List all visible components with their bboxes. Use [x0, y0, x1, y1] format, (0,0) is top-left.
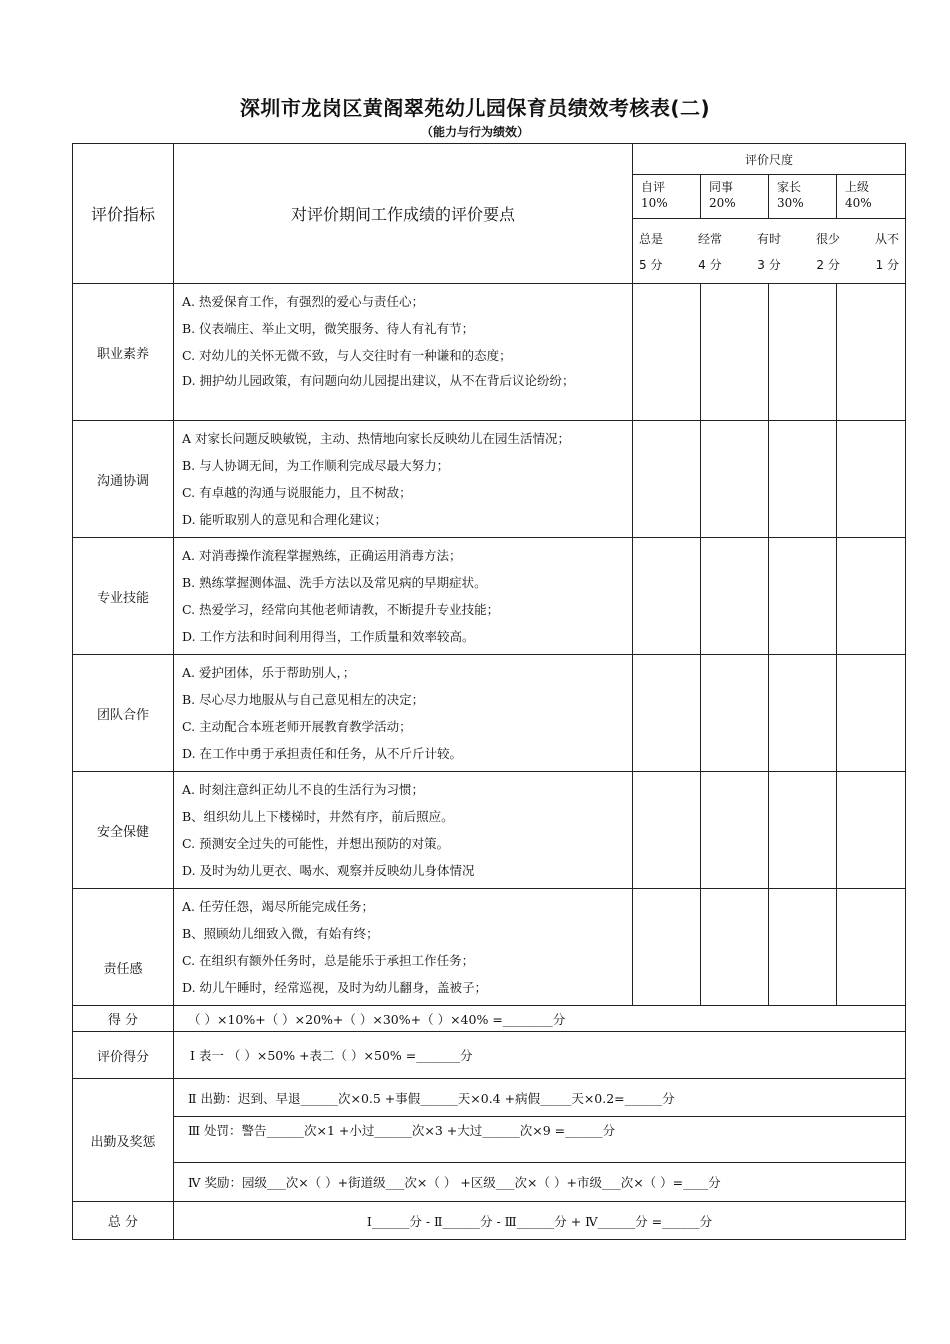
indicator-label: 职业素养: [73, 284, 174, 421]
score-cell-self[interactable]: [633, 421, 701, 538]
score-cell-parent[interactable]: [769, 772, 837, 889]
score-cell-superior[interactable]: [837, 772, 906, 889]
score-row: [73, 1006, 906, 1032]
eval-score-row: [73, 1032, 906, 1079]
freq-rarely: 很少: [816, 231, 841, 246]
score-cell-superior[interactable]: [837, 421, 906, 538]
freq-always: 总是: [639, 231, 664, 246]
weight-colleague: 同事 20%: [701, 175, 769, 219]
score-4: 4 分: [698, 257, 722, 272]
evaluation-points: A. 对消毒操作流程掌握熟练，正确运用消毒方法； B. 熟练掌握测体温、洗手方法以及常见病的早期症状。 C. 热爱学习，经常向其他老师请教，不断提升专业技能； D. 工作方法和时间利用得当，工作质量和效率较高。: [174, 538, 633, 655]
header-indicator: 评价指标: [73, 144, 174, 284]
score-2: 2 分: [816, 257, 840, 272]
score-1: 1 分: [875, 257, 900, 272]
score-cell-colleague[interactable]: [701, 655, 769, 772]
attendance-row: [73, 1079, 906, 1117]
score-cell-parent[interactable]: [769, 655, 837, 772]
table-row: [73, 889, 906, 1006]
indicator-label: 责任感: [73, 889, 174, 1006]
reward-row: [73, 1163, 906, 1202]
score-cell-self[interactable]: [633, 655, 701, 772]
evaluation-points: A. 任劳任怨，竭尽所能完成任务； B、照顾幼儿细致入微，有始有终； C. 在组织有额外任务时，总是能乐于承担工作任务； D. 幼儿午睡时，经常巡视，及时为幼儿翻身，盖被子；: [174, 889, 633, 1006]
freq-never: 从不: [875, 231, 900, 246]
indicator-label: 沟通协调: [73, 421, 174, 538]
weight-parent: 家长 30%: [769, 175, 837, 219]
score-cell-superior[interactable]: [837, 889, 906, 1006]
indicator-label: 团队合作: [73, 655, 174, 772]
attendance-label: 出勤及奖惩: [73, 1079, 174, 1202]
assessment-table: [72, 143, 906, 1240]
evaluation-points: A. 热爱保育工作，有强烈的爱心与责任心； B. 仪表端庄、举止文明，微笑服务、待人有礼有节； C. 对幼儿的关怀无微不致，与人交往时有一种谦和的态度； D. 拥护幼儿园政策，有问题向幼儿园提出建议，从不在背后议论纷纷；: [174, 284, 633, 421]
penalty-row: [73, 1117, 906, 1163]
score-5: 5 分: [639, 257, 663, 272]
score-3: 3 分: [757, 257, 781, 272]
indicator-label: 安全保健: [73, 772, 174, 889]
score-label: 得 分: [73, 1006, 174, 1032]
score-cell-parent[interactable]: [769, 538, 837, 655]
eval-score-formula[interactable]: Ⅰ 表一 （ ）×50% +表二（ ）×50% =_______分: [174, 1032, 906, 1079]
header-scale-title: 评价尺度: [633, 144, 906, 175]
score-cell-parent[interactable]: [769, 889, 837, 1006]
page-title: 深圳市龙岗区黄阁翠苑幼儿园保育员绩效考核表(二): [239, 96, 711, 120]
score-cell-colleague[interactable]: [701, 538, 769, 655]
header-points: 对评价期间工作成绩的评价要点: [174, 144, 633, 284]
table-row: [73, 538, 906, 655]
evaluation-points: A. 爱护团体，乐于帮助别人，； B. 尽心尽力地服从与自己意见相左的决定； C. 主动配合本班老师开展教育教学活动； D. 在工作中勇于承担责任和任务，从不斤斤计较。: [174, 655, 633, 772]
score-cell-superior[interactable]: [837, 538, 906, 655]
indicator-label: 专业技能: [73, 538, 174, 655]
score-cell-superior[interactable]: [837, 284, 906, 421]
eval-score-label: 评价得分: [73, 1032, 174, 1079]
weight-self: 自评 10%: [633, 175, 701, 219]
evaluation-points: A. 时刻注意纠正幼儿不良的生活行为习惯； B、组织幼儿上下楼梯时，井然有序，前后照应。 C. 预测安全过失的可能性，并想出预防的对策。 D. 及时为幼儿更衣、喝水、观察并反映幼儿身体情况: [174, 772, 633, 889]
score-cell-colleague[interactable]: [701, 284, 769, 421]
score-cell-self[interactable]: [633, 538, 701, 655]
score-cell-colleague[interactable]: [701, 772, 769, 889]
score-cell-self[interactable]: [633, 284, 701, 421]
evaluation-points: A 对家长问题反映敏锐，主动、热情地向家长反映幼儿在园生活情况； B. 与人协调无间，为工作顺利完成尽最大努力； C. 有卓越的沟通与说服能力，且不树敌； D. 能听取别人的意见和合理化建议；: [174, 421, 633, 538]
frequency-scale: [633, 219, 906, 284]
freq-sometimes: 有时: [757, 231, 782, 246]
score-cell-colleague[interactable]: [701, 889, 769, 1006]
table-row: [73, 655, 906, 772]
table-row: [73, 284, 906, 421]
weight-superior: 上级 40%: [837, 175, 906, 219]
attendance-formula[interactable]: Ⅱ 出勤：迟到、早退______次×0.5 +事假______天×0.4 +病假_____天×0.2=______分: [174, 1079, 906, 1117]
score-cell-self[interactable]: [633, 889, 701, 1006]
total-row: [73, 1202, 906, 1240]
score-cell-superior[interactable]: [837, 655, 906, 772]
table-row: [73, 421, 906, 538]
reward-formula[interactable]: Ⅳ 奖励：园级___次×（ ）+街道级___次×（ ） +区级___次×（ ）+市级___次×（ ）=____分: [174, 1163, 906, 1202]
total-formula[interactable]: Ⅰ______分 - Ⅱ______分 - Ⅲ______分 + Ⅳ______分 =______分: [174, 1202, 906, 1240]
freq-often: 经常: [698, 231, 723, 246]
penalty-formula[interactable]: Ⅲ 处罚：警告______次×1 +小过______次×3 +大过______次×9 =______分: [174, 1117, 906, 1163]
total-label: 总 分: [73, 1202, 174, 1240]
table-row: [73, 772, 906, 889]
score-cell-parent[interactable]: [769, 421, 837, 538]
score-cell-colleague[interactable]: [701, 421, 769, 538]
score-cell-self[interactable]: [633, 772, 701, 889]
page-subtitle: （能力与行为绩效）: [420, 125, 529, 139]
score-cell-parent[interactable]: [769, 284, 837, 421]
score-formula[interactable]: （ ）×10%+（ ）×20%+（ ）×30%+（ ）×40% =________分: [174, 1006, 906, 1032]
